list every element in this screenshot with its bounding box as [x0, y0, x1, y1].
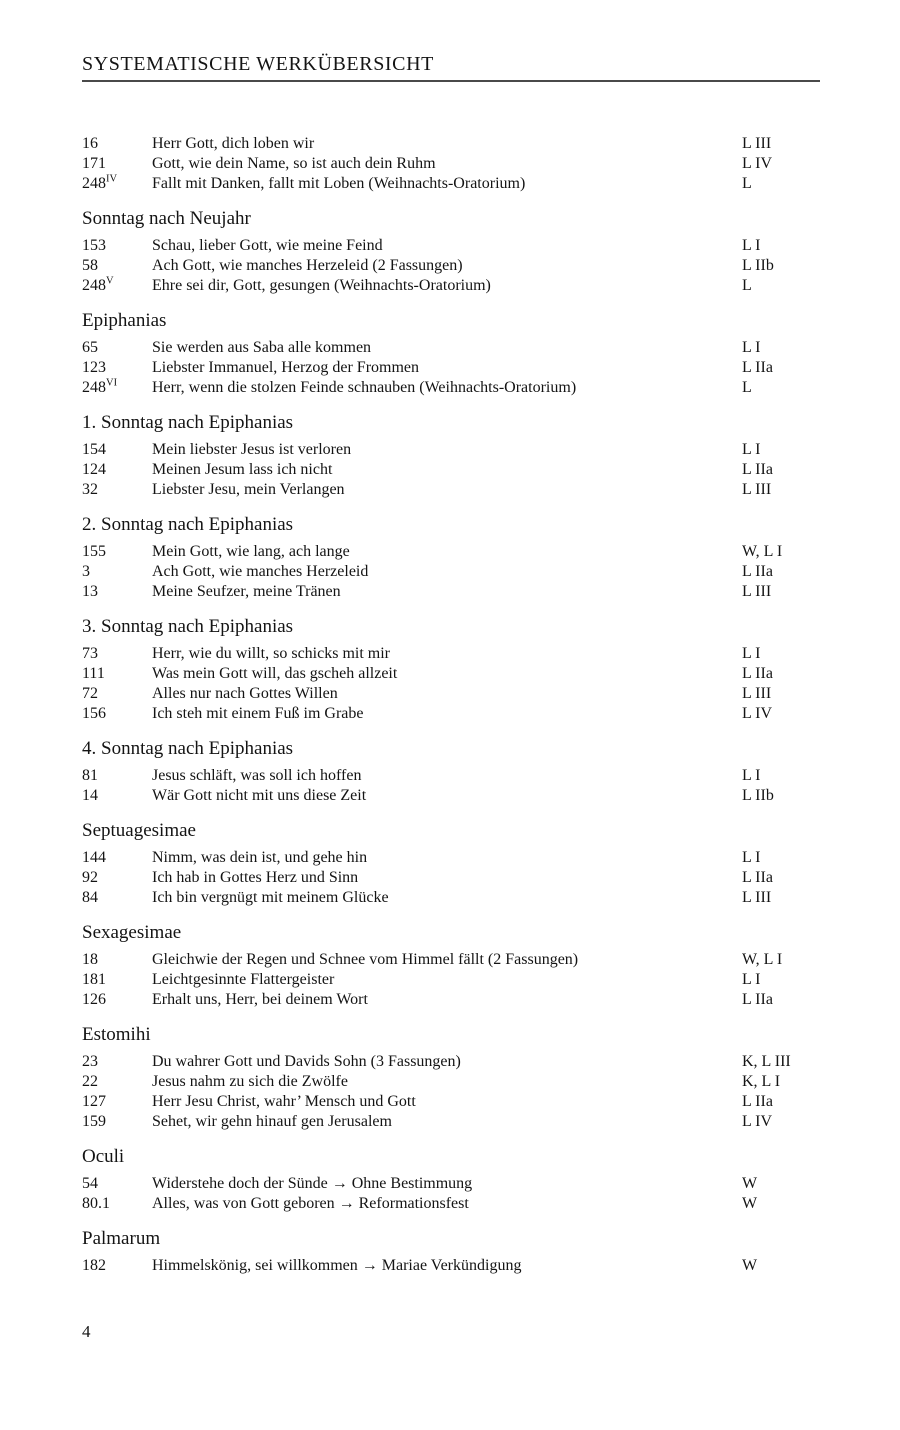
- bwv-part-superscript: V: [106, 275, 114, 287]
- occasion-heading: 4. Sonntag nach Epiphanias: [82, 738, 294, 759]
- work-title: Ehre sei dir, Gott, gesungen (Weihnachts-Oratorium): [152, 277, 491, 294]
- work-row: [82, 582, 820, 602]
- work-row: [82, 664, 820, 684]
- source-label: L III: [742, 583, 772, 600]
- work-title: Herr Jesu Christ, wahr’ Mensch und Gott: [152, 1093, 416, 1110]
- work-row: [82, 848, 820, 868]
- bwv-number: [82, 174, 152, 194]
- source-label: W: [742, 1195, 758, 1212]
- bwv-number: [82, 888, 152, 908]
- source-label: L IV: [742, 1113, 773, 1130]
- bwv-number-text: 182: [82, 1257, 106, 1274]
- source-label: L IV: [742, 155, 773, 172]
- work-row: [82, 1174, 820, 1194]
- bwv-number-text: 171: [82, 155, 106, 172]
- bwv-number: [82, 644, 152, 664]
- source-label: L IIa: [742, 1093, 773, 1110]
- source-label: L III: [742, 889, 772, 906]
- bwv-number-text: 3: [82, 563, 90, 580]
- work-title: Mein liebster Jesus ist verloren: [152, 441, 352, 458]
- bwv-number-text: 32: [82, 481, 98, 498]
- work-title: Herr, wie du willt, so schicks mit mir: [152, 645, 390, 662]
- source-label: L IIa: [742, 869, 773, 886]
- source-label: W, L I: [742, 951, 783, 968]
- source-label: L III: [742, 481, 772, 498]
- work-row: [82, 440, 820, 460]
- work-row: [82, 134, 820, 154]
- occasion-heading: 1. Sonntag nach Epiphanias: [82, 412, 294, 433]
- bwv-number: [82, 766, 152, 786]
- bwv-number: [82, 990, 152, 1010]
- bwv-part-superscript: VI: [106, 377, 118, 389]
- work-row: [82, 236, 820, 256]
- bwv-number-text: 14: [82, 787, 98, 804]
- work-title: Ich bin vergnügt mit meinem Glücke: [152, 889, 389, 906]
- work-row: [82, 1194, 820, 1214]
- work-row: [82, 644, 820, 664]
- source-label: W, L I: [742, 543, 783, 560]
- work-row: [82, 480, 820, 500]
- occasion-heading: Oculi: [82, 1146, 125, 1167]
- occasion-heading: Septuagesimae: [82, 820, 196, 841]
- header-rule: [82, 80, 820, 82]
- bwv-number-text: 84: [82, 889, 98, 906]
- bwv-number: [82, 1092, 152, 1112]
- work-row: [82, 1072, 820, 1092]
- bwv-number-text: 155: [82, 543, 106, 560]
- work-row: [82, 1112, 820, 1132]
- work-title: Widerstehe doch der Sünde → Ohne Bestimmung: [152, 1175, 473, 1192]
- bwv-number-text: 154: [82, 441, 106, 458]
- work-title: Wär Gott nicht mit uns diese Zeit: [152, 787, 367, 804]
- bwv-number-text: 111: [82, 665, 105, 682]
- occasion-section: [82, 514, 820, 602]
- source-label: L I: [742, 441, 761, 458]
- source-label: L IIa: [742, 563, 773, 580]
- bwv-number-text: 159: [82, 1113, 106, 1130]
- bwv-number-text: 248: [82, 379, 106, 396]
- occasion-section: [82, 208, 820, 296]
- work-title: Ach Gott, wie manches Herzeleid: [152, 563, 369, 580]
- work-title: Ich hab in Gottes Herz und Sinn: [152, 869, 359, 886]
- work-title: Alles nur nach Gottes Willen: [152, 685, 338, 702]
- occasion-heading: Sonntag nach Neujahr: [82, 208, 251, 229]
- bwv-number-text: 92: [82, 869, 98, 886]
- occasion-section: [82, 820, 820, 908]
- work-title: Meine Seufzer, meine Tränen: [152, 583, 341, 600]
- bwv-number: [82, 358, 152, 378]
- occasion-section: [82, 412, 820, 500]
- bwv-number-text: 65: [82, 339, 98, 356]
- source-label: L I: [742, 645, 761, 662]
- work-title: Fallt mit Danken, fallt mit Loben (Weihnachts-Oratorium): [152, 175, 526, 192]
- bwv-number: [82, 1174, 152, 1194]
- bwv-number: [82, 542, 152, 562]
- source-label: L IV: [742, 705, 773, 722]
- work-title: Herr, wenn die stolzen Feinde schnauben (Weihnachts-Oratorium): [152, 379, 577, 396]
- work-row: [82, 1092, 820, 1112]
- occasion-section: [82, 134, 820, 194]
- work-row: [82, 460, 820, 480]
- occasion-heading: Sexagesimae: [82, 922, 182, 943]
- bwv-number: [82, 970, 152, 990]
- source-label: L: [742, 277, 752, 294]
- work-title: Nimm, was dein ist, und gehe hin: [152, 849, 368, 866]
- work-title: Jesus schläft, was soll ich hoffen: [152, 767, 362, 784]
- bwv-number: [82, 154, 152, 174]
- bwv-number-text: 153: [82, 237, 106, 254]
- bwv-number-text: 181: [82, 971, 106, 988]
- work-title: Erhalt uns, Herr, bei deinem Wort: [152, 991, 368, 1008]
- bwv-number: [82, 582, 152, 602]
- bwv-number-text: 58: [82, 257, 98, 274]
- work-title: Mein Gott, wie lang, ach lange: [152, 543, 350, 560]
- source-label: L IIa: [742, 461, 773, 478]
- source-label: L IIa: [742, 359, 773, 376]
- work-title: Was mein Gott will, das gscheh allzeit: [152, 665, 398, 682]
- bwv-number: [82, 684, 152, 704]
- occasion-section: [82, 738, 820, 806]
- page-number: 4: [82, 1322, 91, 1341]
- bwv-number-text: 22: [82, 1073, 98, 1090]
- source-label: W: [742, 1175, 758, 1192]
- bwv-number: [82, 1072, 152, 1092]
- work-row: [82, 338, 820, 358]
- bwv-number: [82, 950, 152, 970]
- source-label: L: [742, 175, 752, 192]
- bwv-number-text: 18: [82, 951, 98, 968]
- work-list: [82, 134, 820, 1276]
- bwv-number-text: 126: [82, 991, 106, 1008]
- source-label: L IIb: [742, 257, 774, 274]
- work-title: Liebster Immanuel, Herzog der Frommen: [152, 359, 420, 376]
- bwv-number-text: 16: [82, 135, 98, 152]
- bwv-number-text: 156: [82, 705, 106, 722]
- work-row: [82, 704, 820, 724]
- bwv-number: [82, 562, 152, 582]
- source-label: W: [742, 1257, 758, 1274]
- source-label: K, L I: [742, 1073, 781, 1090]
- bwv-number: [82, 1256, 152, 1276]
- bwv-number-text: 13: [82, 583, 98, 600]
- bwv-number-text: 72: [82, 685, 98, 702]
- occasion-section: [82, 310, 820, 398]
- bwv-number: [82, 460, 152, 480]
- occasion-section: [82, 1228, 820, 1276]
- bwv-number: [82, 440, 152, 460]
- bwv-number: [82, 786, 152, 806]
- work-title: Ach Gott, wie manches Herzeleid (2 Fassungen): [152, 257, 463, 274]
- work-title: Jesus nahm zu sich die Zwölfe: [152, 1073, 348, 1090]
- work-row: [82, 1052, 820, 1072]
- page-title: SYSTEMATISCHE WERKÜBERSICHT: [82, 53, 434, 75]
- work-row: [82, 970, 820, 990]
- work-row: [82, 358, 820, 378]
- work-title: Schau, lieber Gott, wie meine Feind: [152, 237, 383, 254]
- bwv-number-text: 73: [82, 645, 98, 662]
- work-row: [82, 154, 820, 174]
- work-row: [82, 174, 820, 194]
- bwv-number: [82, 256, 152, 276]
- bwv-number-text: 23: [82, 1053, 98, 1070]
- bwv-number: [82, 704, 152, 724]
- source-label: L I: [742, 339, 761, 356]
- occasion-section: [82, 922, 820, 1010]
- source-label: L III: [742, 685, 772, 702]
- bwv-number: [82, 848, 152, 868]
- work-row: [82, 950, 820, 970]
- work-title: Gleichwie der Regen und Schnee vom Himmel fällt (2 Fassungen): [152, 951, 579, 968]
- work-row: [82, 276, 820, 296]
- bwv-number-text: 81: [82, 767, 98, 784]
- bwv-number-text: 127: [82, 1093, 106, 1110]
- occasion-heading: Palmarum: [82, 1228, 161, 1249]
- bwv-number-text: 54: [82, 1175, 98, 1192]
- occasion-heading: Epiphanias: [82, 310, 167, 331]
- occasion-heading: 3. Sonntag nach Epiphanias: [82, 616, 294, 637]
- bwv-number: [82, 664, 152, 684]
- work-title: Meinen Jesum lass ich nicht: [152, 461, 333, 478]
- work-row: [82, 256, 820, 276]
- work-title: Sie werden aus Saba alle kommen: [152, 339, 372, 356]
- work-title: Liebster Jesu, mein Verlangen: [152, 481, 345, 498]
- source-label: L III: [742, 135, 772, 152]
- source-label: K, L III: [742, 1053, 791, 1070]
- work-row: [82, 766, 820, 786]
- bwv-number: [82, 236, 152, 256]
- bwv-number-text: 124: [82, 461, 106, 478]
- work-row: [82, 786, 820, 806]
- work-row: [82, 378, 820, 398]
- occasion-section: [82, 1146, 820, 1214]
- occasion-heading: Estomihi: [82, 1024, 151, 1045]
- work-row: [82, 868, 820, 888]
- work-title: Leichtgesinnte Flattergeister: [152, 971, 335, 988]
- bwv-number: [82, 480, 152, 500]
- bwv-number-text: 144: [82, 849, 106, 866]
- bwv-part-superscript: IV: [106, 173, 118, 185]
- bwv-number-text: 248: [82, 277, 106, 294]
- work-title: Herr Gott, dich loben wir: [152, 135, 315, 152]
- source-label: L: [742, 379, 752, 396]
- source-label: L I: [742, 971, 761, 988]
- work-row: [82, 562, 820, 582]
- source-label: L I: [742, 767, 761, 784]
- bwv-number: [82, 378, 152, 398]
- work-row: [82, 888, 820, 908]
- occasion-heading: 2. Sonntag nach Epiphanias: [82, 514, 294, 535]
- occasion-section: [82, 616, 820, 724]
- work-title: Himmelskönig, sei willkommen → Mariae Verkündigung: [152, 1257, 522, 1274]
- work-row: [82, 684, 820, 704]
- bwv-number: [82, 1112, 152, 1132]
- work-title: Ich steh mit einem Fuß im Grabe: [152, 705, 364, 722]
- source-label: L I: [742, 849, 761, 866]
- bwv-number: [82, 868, 152, 888]
- work-title: Gott, wie dein Name, so ist auch dein Ruhm: [152, 155, 436, 172]
- bwv-number: [82, 338, 152, 358]
- work-title: Alles, was von Gott geboren → Reformationsfest: [152, 1195, 469, 1212]
- work-title: Du wahrer Gott und Davids Sohn (3 Fassungen): [152, 1053, 461, 1070]
- source-label: L IIa: [742, 665, 773, 682]
- bwv-number-text: 248: [82, 175, 106, 192]
- source-label: L IIa: [742, 991, 773, 1008]
- work-row: [82, 542, 820, 562]
- bwv-number: [82, 1052, 152, 1072]
- bwv-number: [82, 276, 152, 296]
- source-label: L I: [742, 237, 761, 254]
- work-row: [82, 990, 820, 1010]
- bwv-number-text: 80.1: [82, 1195, 110, 1212]
- source-label: L IIb: [742, 787, 774, 804]
- occasion-section: [82, 1024, 820, 1132]
- bwv-number: [82, 1194, 152, 1214]
- bwv-number: [82, 134, 152, 154]
- work-row: [82, 1256, 820, 1276]
- bwv-number-text: 123: [82, 359, 106, 376]
- work-title: Sehet, wir gehn hinauf gen Jerusalem: [152, 1113, 392, 1130]
